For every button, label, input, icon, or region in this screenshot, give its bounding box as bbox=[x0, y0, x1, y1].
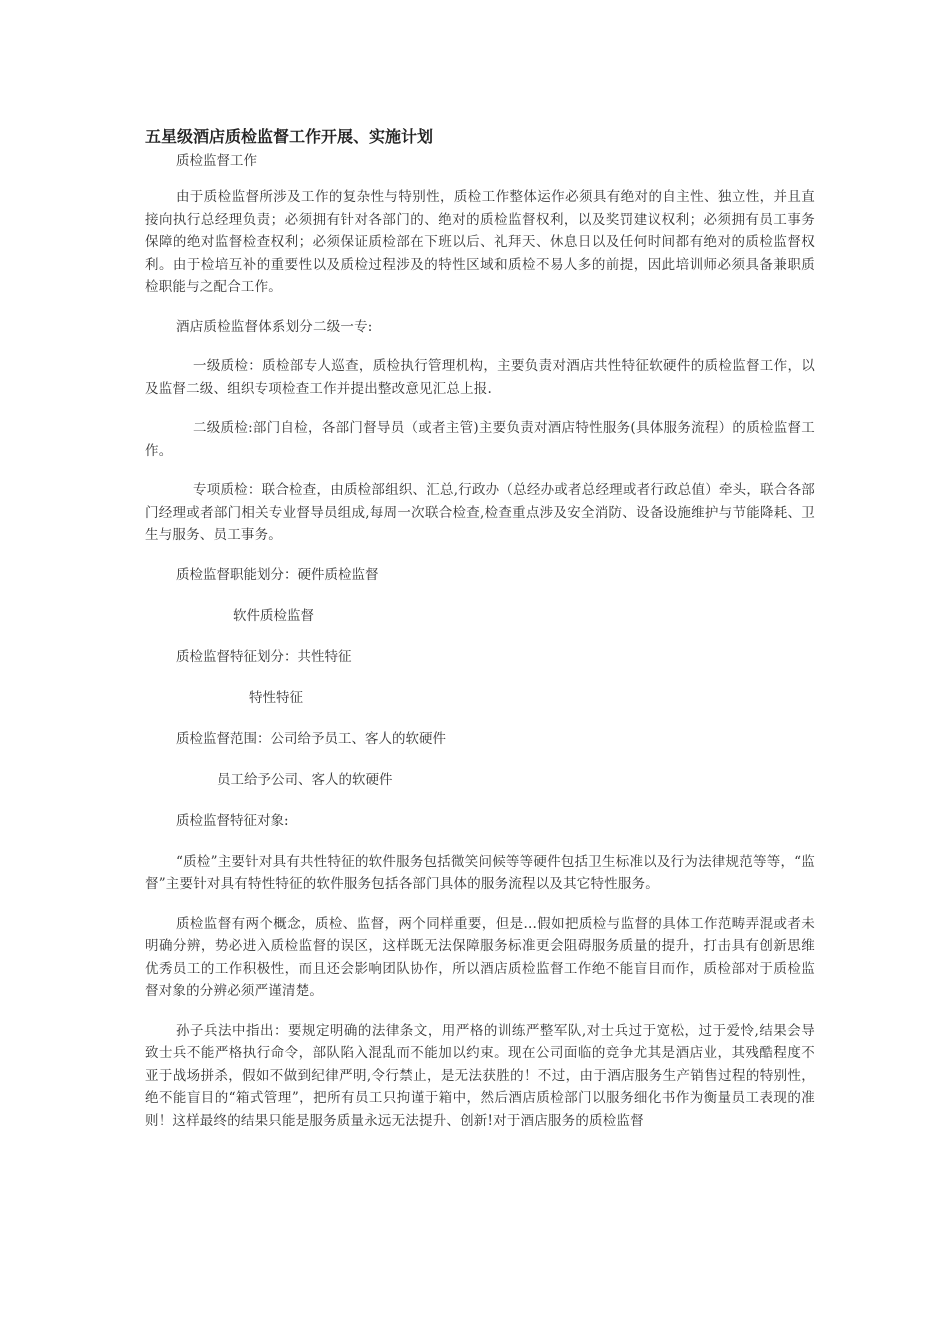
paragraph-sunzi: 孙子兵法中指出：要规定明确的法律条文，用严格的训练严整军队,对士兵过于宽松，过于爱怜,结果会导致士兵不能严格执行命令，部队陷入混乱而不能加以约束。现在公司面临的竞争尤其是酒店业，其残酷程度不亚于战场拼杀，假如不做到纪律严明,令行禁止，是无法获胜的！不过，由于酒店服务生产销售过程的特别性，绝不能盲目的“箱式管理”，把所有员工只拘谨于箱中，然后酒店质检部门以服务细化书作为衡量员工表现的准则！这样最终的结果只能是服务质量永远无法提升、创新!对于酒店服务的质检监督 bbox=[145, 1022, 815, 1129]
paragraph-system: 酒店质检监督体系划分二级一专: bbox=[176, 318, 373, 335]
feature-division-line: 质检监督特征划分：共性特征 bbox=[176, 648, 352, 665]
paragraph-level-one: 一级质检：质检部专人巡查，质检执行管理机构，主要负责对酒店共性特征软硬件的质检监督工作，以及监督二级、组织专项检查工作并提出整改意见汇总上报. bbox=[145, 358, 815, 397]
function-division-line: 质检监督职能划分：硬件质检监督 bbox=[176, 566, 379, 583]
paragraph-special: 专项质检：联合检查，由质检部组织、汇总,行政办（总经办或者总经理或者行政总值）牵头，联合各部门经理或者部门相关专业督导员组成,每周一次联合检查,检查重点涉及安全消防、设备设施维护与节能降耗、卫生与服务、员工事务。 bbox=[145, 482, 815, 543]
feature-object-heading: 质检监督特征对象: bbox=[176, 812, 289, 829]
scope-line-employee: 员工给予公司、客人的软硬件 bbox=[217, 771, 393, 788]
section-subtitle: 质检监督工作 bbox=[176, 153, 257, 169]
paragraph-level-two: 二级质检:部门自检，各部门督导员（或者主管)主要负责对酒店特性服务(具体服务流程）的质检监督工作。 bbox=[145, 420, 815, 459]
document-body bbox=[145, 124, 815, 1149]
document-title: 五星级酒店质检监督工作开展、实施计划 bbox=[145, 127, 434, 146]
paragraph-intro: 由于质检监督所涉及工作的复杂性与特别性，质检工作整体运作必须具有绝对的自主性、独立性，并且直接向执行总经理负责；必须拥有针对各部门的、绝对的质检监督权利，以及奖罚建议权利；必须拥有员工事务保障的绝对监督检查权利；必须保证质检部在下班以后、礼拜天、休息日以及任何时间都有绝对的质检监督权利。由于检培互补的重要性以及质检过程涉及的特性区域和质检不易人多的前提，因此培训师必须具备兼职质检职能与之配合工作。 bbox=[145, 189, 815, 295]
feature-division-specific: 特性特征 bbox=[249, 689, 303, 706]
scope-line: 质检监督范围：公司给予员工、客人的软硬件 bbox=[176, 730, 446, 747]
paragraph-objects: “质检”主要针对具有共性特征的软件服务包括微笑问候等等硬件包括卫生标准以及行为法律规范等等，“监督”主要针对具有特性特征的软件服务包括各部门具体的服务流程以及其它特性服务。 bbox=[145, 853, 815, 892]
paragraph-concepts: 质检监督有两个概念，质检、监督，两个同样重要，但是...假如把质检与监督的具体工作范畴弄混或者未明确分辨，势必进入质检监督的误区，这样既无法保障服务标准更会阻碍服务质量的提升，打击具有创新思维优秀员工的工作积极性，而且还会影响团队协作，所以酒店质检监督工作绝不能盲目而作，质检部对于质检监督对象的分辨必须严谨清楚。 bbox=[145, 915, 815, 999]
function-division-software: 软件质检监督 bbox=[233, 607, 314, 624]
